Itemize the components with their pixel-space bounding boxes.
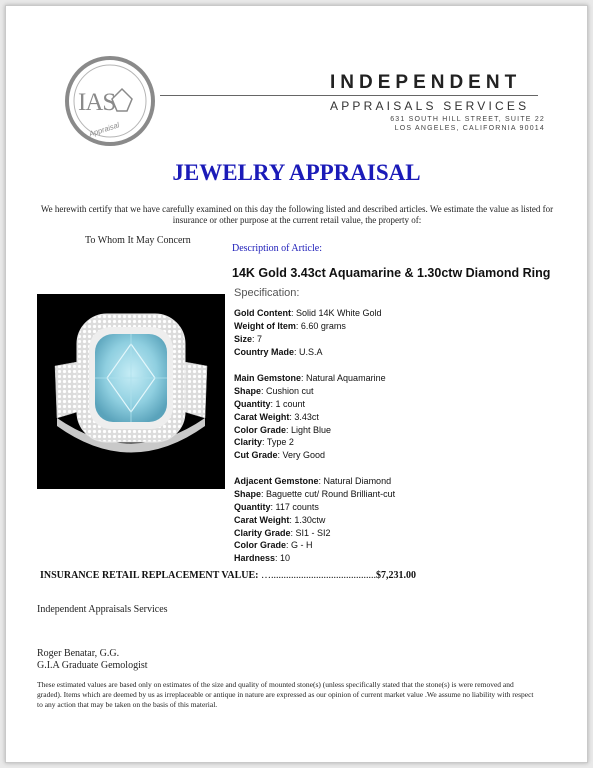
spec-label: Weight of Item (234, 320, 296, 331)
signature-company: Independent Appraisals Services (37, 604, 168, 615)
spec-value: G - H (291, 540, 313, 551)
spec-label: Color Grade (234, 424, 287, 435)
spec-value: Solid 14K White Gold (296, 308, 382, 318)
spec-value: Light Blue (291, 424, 332, 435)
spec-row: Gold Content: Solid 14K White Gold (234, 308, 382, 318)
spec-value: 10 (280, 553, 291, 564)
spec-value: Natural Diamond (323, 476, 392, 486)
spec-row: Carat Weight: 1.30ctw (234, 514, 326, 525)
spec-row: Hardness: 10 (234, 553, 291, 564)
adjacent-gem-specs (234, 475, 395, 565)
spec-label: Carat Weight (234, 411, 290, 422)
spec-value: 117 counts (275, 501, 319, 512)
company-subtitle: APPRAISALS SERVICES (330, 99, 530, 113)
spec-label: Shape (234, 385, 262, 396)
spec-value: 7 (257, 333, 263, 344)
logo-caption: Appraisal (87, 120, 121, 139)
ias-logo (64, 55, 156, 147)
spec-value: Cushion cut (266, 385, 314, 396)
appraiser-credential: G.I.A Graduate Gemologist (37, 660, 148, 671)
spec-label: Quantity (234, 501, 271, 512)
spec-value: Type 2 (266, 437, 294, 448)
spec-label: Country Made (234, 346, 295, 357)
insurance-amount: $7,231.00 (375, 570, 416, 581)
spec-row: Color Grade: Light Blue (234, 424, 332, 435)
spec-label: Gold Content (234, 308, 291, 318)
spec-label: Main Gemstone (234, 373, 302, 383)
spec-value: 1 count (275, 398, 306, 409)
specification-label: Specification: (234, 287, 300, 299)
description-label: Description of Article: (232, 243, 322, 254)
spec-value: 3.43ct (294, 411, 319, 422)
spec-value: Natural Aquamarine (306, 373, 386, 383)
main-gem-specs (234, 372, 386, 462)
owner-name: To Whom It May Concern (85, 235, 191, 246)
spec-row: Clarity: Type 2 (234, 437, 294, 448)
spec-row: Weight of Item: 6.60 grams (234, 320, 346, 331)
appraiser-block (37, 648, 148, 672)
address-line-1: 631 SOUTH HILL STREET, SUITE 22 (390, 116, 545, 123)
spec-value: Baguette cut/ Round Brilliant-cut (266, 488, 396, 499)
company-name: INDEPENDENT (330, 72, 522, 93)
spec-label: Hardness (234, 553, 276, 564)
insurance-label: INSURANCE RETAIL REPLACEMENT VALUE: (40, 570, 259, 581)
spec-value: 1.30ctw (294, 514, 326, 525)
spec-value: Very Good (282, 450, 326, 461)
spec-row: Color Grade: G - H (234, 540, 313, 551)
spec-label: Color Grade (234, 540, 287, 551)
spec-label: Clarity (234, 437, 263, 448)
spec-value: SI1 - SI2 (295, 527, 331, 538)
spec-label: Size (234, 333, 253, 344)
spec-row: Clarity Grade: SI1 - SI2 (234, 527, 331, 538)
spec-row: Shape: Cushion cut (234, 385, 314, 396)
spec-row: Shape: Baguette cut/ Round Brilliant-cut (234, 488, 396, 499)
spec-label: Carat Weight (234, 514, 290, 525)
spec-row: Carat Weight: 3.43ct (234, 411, 319, 422)
address-line-2: LOS ANGELES, CALIFORNIA 90014 (394, 125, 545, 132)
item-title: 14K Gold 3.43ct Aquamarine & 1.30ctw Diamond Ring (232, 266, 551, 280)
spec-row: Quantity: 117 counts (234, 501, 319, 512)
spec-row: Size: 7 (234, 333, 263, 344)
logo-monogram: IAS (78, 89, 116, 116)
ring-photo (37, 294, 225, 489)
spec-value: U.S.A (299, 346, 323, 357)
metal-specs (234, 307, 382, 359)
spec-value: 6.60 grams (300, 320, 346, 331)
spec-row: Country Made: U.S.A (234, 346, 323, 357)
insurance-value-line (40, 570, 416, 581)
spec-label: Quantity (234, 398, 271, 409)
certification-text: We herewith certify that we have carefully examined on this day the following listed and described articles. We estimate the value as listed for insurance or other purpose at the current retail value, the property of: (40, 204, 554, 225)
spec-label: Adjacent Gemstone (234, 476, 319, 486)
spec-row: Main Gemstone: Natural Aquamarine (234, 373, 386, 383)
spec-label: Shape (234, 488, 262, 499)
spec-label: Cut Grade (234, 450, 278, 461)
leader-dots: ….......................................... (260, 570, 376, 581)
spec-row: Quantity: 1 count (234, 398, 306, 409)
spec-label: Clarity Grade (234, 527, 291, 538)
spec-row: Cut Grade: Very Good (234, 450, 326, 461)
document-title: JEWELRY APPRAISAL (172, 160, 421, 185)
header-rule (160, 95, 538, 96)
spec-row: Adjacent Gemstone: Natural Diamond (234, 476, 392, 486)
appraiser-name: Roger Benatar, G.G. (37, 648, 120, 659)
disclaimer-text: These estimated values are based only on estimates of the size and quality of mounted stone(s) (unless specifically stated that the stone(s) is were removed and graded). Items which are deemed by us as irreplaceable or antique in nature are expressed as our opinion of current market value .We assume no liability with respect to any action that may be taken on the basis of this material. (37, 680, 534, 709)
